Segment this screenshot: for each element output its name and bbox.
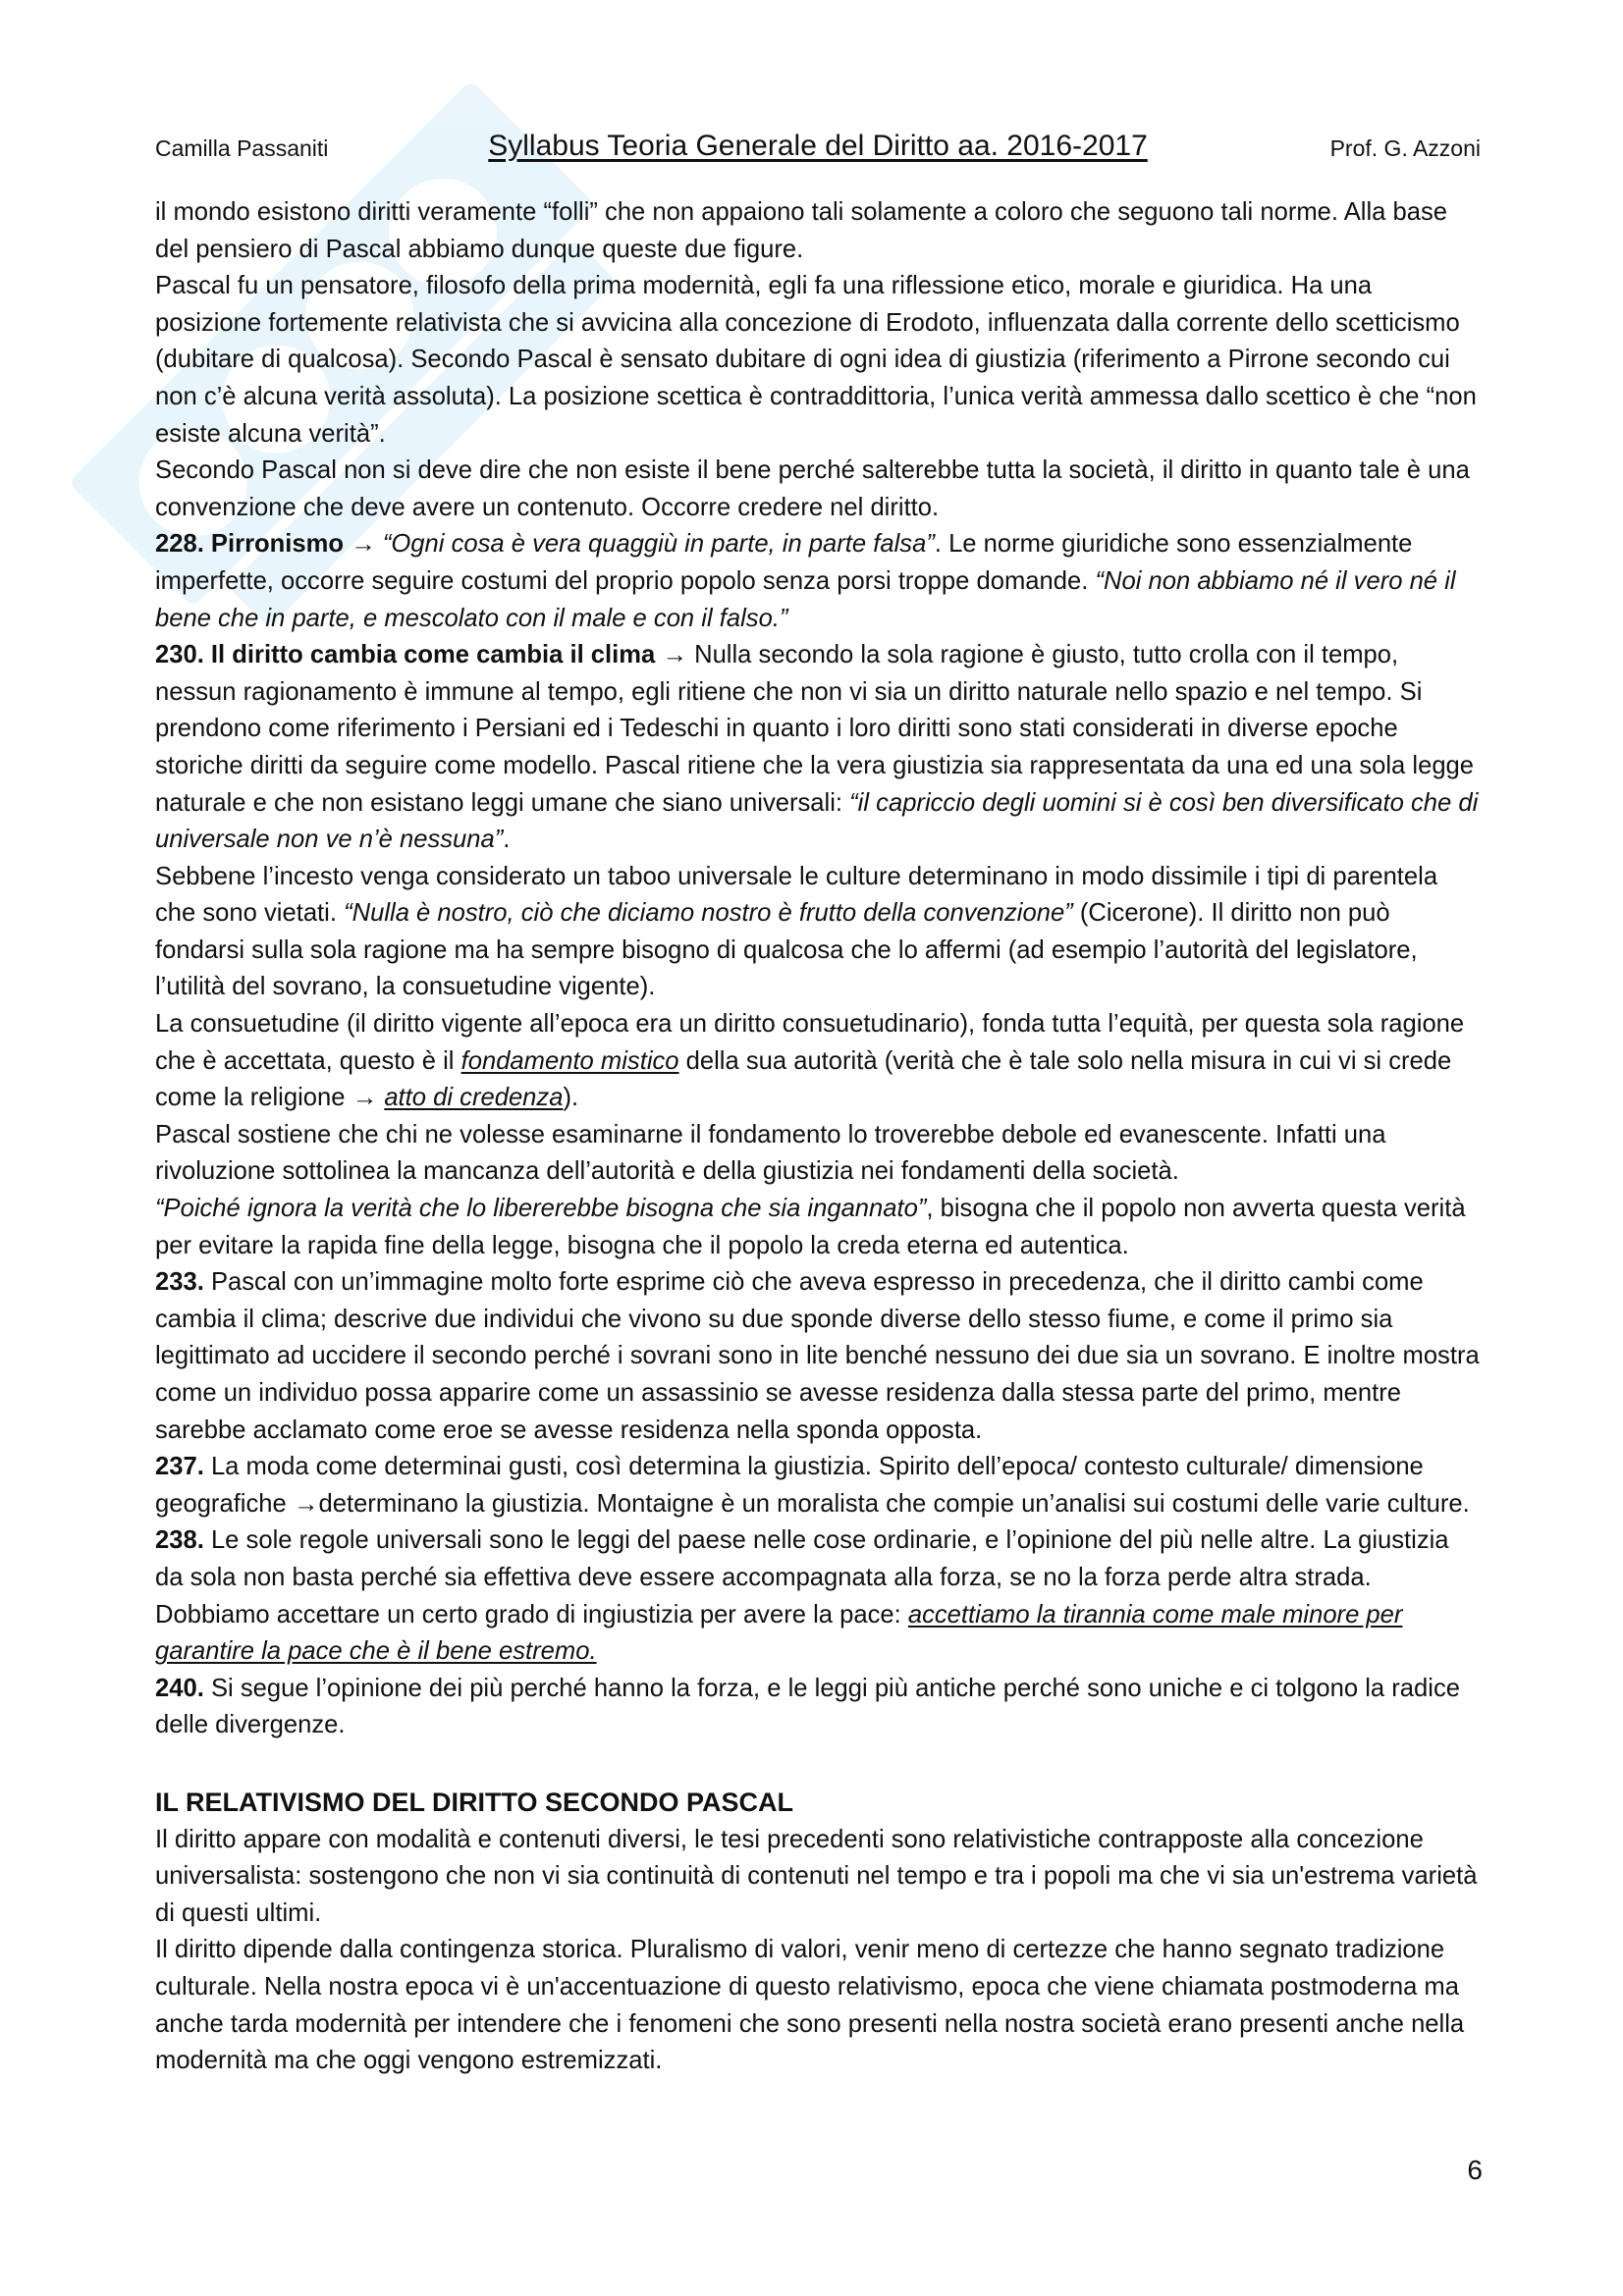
section-label: 238. bbox=[155, 1526, 204, 1555]
arrow-icon: → bbox=[293, 1489, 319, 1518]
header-title: Syllabus Teoria Generale del Diritto aa. 2016-2017 bbox=[488, 130, 1148, 162]
emphasis: fondamento mistico bbox=[460, 1046, 679, 1075]
section-label: 237. bbox=[155, 1453, 204, 1481]
section-text: Le sole regole universali sono le leggi del paese nelle cose ordinarie, e l’opinione del più nelle altre. La giustizia da sola non basta perché sia effettiva deve essere accompagnata alla forza, se no la forza perde altra strada. Dobbiamo accettare un certo grado di ingiustizia per avere la pace: bbox=[155, 1526, 1449, 1629]
quote: “Ogni cosa è vera quaggiù in parte, in parte falsa” bbox=[382, 530, 935, 559]
paragraph-ingannato bbox=[155, 1191, 1483, 1264]
paragraph-text: Sebbene l’incesto venga considerato un taboo universale le culture determinano in modo dissimile i tipi di parentela che sono vietati. bbox=[155, 862, 1438, 928]
section-text: Nulla secondo la sola ragione è giusto, tutto crolla con il tempo, nessun ragionamento è immune al tempo, egli ritiene che non vi sia un diritto naturale nello spazio e nel tempo. Si prendono come riferimento i Persiani ed i Tedeschi in quanto i loro diritti sono stati considerati in diverse epoche storiche diritti da seguire come modello. Pascal ritiene che la vera giustizia sia rappresentata da una ed una sola legge naturale e che non esistano leggi umane che siano universali: bbox=[155, 641, 1475, 817]
section-237 bbox=[155, 1449, 1483, 1522]
paragraph-incesto bbox=[155, 859, 1483, 1006]
paragraph-text: La consuetudine (il diritto vigente all’epoca era un diritto consuetudinario), fonda tutta l’equità, per questa sola ragione che è accettata, questo è il bbox=[155, 1010, 1465, 1075]
section-text: Pascal con un’immagine molto forte esprime ciò che aveva espresso in precedenza, che il diritto cambi come cambia il clima; descrive due individui che vivono su due sponde diverse dello stesso fiume, e come il primo sia legittimato ad uccidere il secondo perché i sovrani sono in lite benché nessuno dei due sia un sovrano. E inoltre mostra come un individuo possa apparire come un assassinio se avesse residenza dalla stessa parte del primo, mentre sarebbe acclamato come eroe se avesse residenza nella sponda opposta. bbox=[155, 1268, 1480, 1444]
document-body bbox=[155, 194, 1483, 2080]
section-240 bbox=[155, 1671, 1483, 1744]
section-text: Si segue l’opinione dei più perché hanno la forza, e le leggi più antiche perché sono uniche e ci tolgono la radice delle divergenze. bbox=[155, 1674, 1460, 1739]
paragraph: Pascal sostiene che chi ne volesse esaminarne il fondamento lo troverebbe debole ed evanescente. Infatti una rivoluzione sottolinea la mancanza dell’autorità e della giustizia nei fondamenti della società. bbox=[155, 1120, 1386, 1186]
page-header bbox=[155, 130, 1481, 169]
section-label: 233. bbox=[155, 1268, 204, 1297]
section-233 bbox=[155, 1264, 1483, 1449]
arrow-icon: → bbox=[351, 530, 376, 559]
section-230 bbox=[155, 637, 1483, 859]
section-heading: IL RELATIVISMO DEL DIRITTO SECONDO PASCAL bbox=[155, 1787, 794, 1817]
emphasis: atto di credenza bbox=[384, 1084, 564, 1112]
punctuation: ). bbox=[563, 1084, 579, 1112]
paragraph-text: (Cicerone). Il diritto non può fondarsi sulla sola ragione ma ha sempre bisogno di qualcosa che lo affermi (ad esempio l’autorità del legislatore, l’utilità del sovrano, la consuetudine vigente). bbox=[155, 899, 1418, 1001]
section-text: . Le norme giuridiche sono essenzialmente imperfette, occorre seguire costumi del proprio popolo senza porsi troppe domande. bbox=[155, 530, 1413, 595]
arrow-icon: → bbox=[352, 1084, 378, 1112]
paragraph-consuetudine bbox=[155, 1006, 1483, 1117]
paragraph-text: , bisogna che il popolo non avverta questa verità per evitare la rapida fine della legge, bisogna che il popolo la creda eterna ed autentica. bbox=[155, 1195, 1466, 1259]
paragraph-text: della sua autorità (verità che è tale solo nella misura in cui vi si crede come la religione bbox=[155, 1046, 1452, 1112]
section-label: 240. bbox=[155, 1674, 204, 1702]
quote: “il capriccio degli uomini si è così ben diversificato che di universale non ve n’è nessuna” bbox=[155, 788, 1479, 854]
paragraph: Il diritto appare con modalità e contenuti diversi, le tesi precedenti sono relativistiche contrapposte alla concezione universalista: sostengono che non vi sia continuità di contenuti nel tempo e tra i popoli ma che vi sia un'estrema varietà di questi ultimi. bbox=[155, 1825, 1478, 1927]
emphasis: accettiamo la tirannia come male minore per garantire la pace che è il bene estremo. bbox=[155, 1600, 1403, 1666]
section-text: La moda come determinai gusti, così determina la giustizia. Spirito dell’epoca/ contesto culturale/ dimensione geografiche bbox=[155, 1453, 1424, 1518]
header-author: Camilla Passaniti bbox=[155, 135, 329, 161]
section-238 bbox=[155, 1522, 1483, 1670]
punctuation: . bbox=[503, 826, 511, 854]
arrow-icon: → bbox=[662, 641, 687, 669]
section-text: determinano la giustizia. Montaigne è un moralista che compie un’analisi sui costumi delle varie culture. bbox=[318, 1489, 1470, 1518]
paragraph: il mondo esistono diritti veramente “folli” che non appaiono tali solamente a coloro che seguono tali norme. Alla base del pensiero di Pascal abbiamo dunque queste due figure. bbox=[155, 198, 1447, 263]
page-number: 6 bbox=[1467, 2155, 1483, 2185]
section-228 bbox=[155, 526, 1483, 637]
paragraph: Il diritto dipende dalla contingenza storica. Pluralismo di valori, venir meno di certezze che hanno segnato tradizione culturale. Nella nostra epoca vi è un'accentuazione di questo relativismo, epoca che viene chiamata postmoderna ma anche tarda modernità per intendere che i fenomeni che sono presenti nella nostra società erano presenti anche nella modernità ma che oggi vengono estremizzati. bbox=[155, 1936, 1465, 2075]
paragraph: Secondo Pascal non si deve dire che non esiste il bene perché salterebbe tutta la società, il diritto in quanto tale è una convenzione che deve avere un contenuto. Occorre credere nel diritto. bbox=[155, 456, 1470, 521]
quote: “Nulla è nostro, ciò che diciamo nostro è frutto della convenzione” bbox=[344, 899, 1073, 928]
section-label: 228. Pirronismo bbox=[155, 530, 345, 559]
quote: “Noi non abbiamo né il vero né il bene che in parte, e mescolato con il male e con il falso.” bbox=[155, 566, 1456, 632]
section-label: 230. Il diritto cambia come cambia il clima bbox=[155, 641, 656, 669]
quote: “Poiché ignora la verità che lo libererebbe bisogna che sia ingannato” bbox=[155, 1195, 927, 1223]
header-professor: Prof. G. Azzoni bbox=[1329, 135, 1481, 161]
paragraph: Pascal fu un pensatore, filosofo della prima modernità, egli fa una riflessione etico, morale e giuridica. Ha una posizione fortemente relativista che si avvicina alla concezione di Erodoto, influenzata dalla corrente dello scetticismo (dubitare di qualcosa). Secondo Pascal è sensato dubitare di ogni idea di giustizia (riferimento a Pirrone secondo cui non c’è alcuna verità assoluta). La posizione scettica è contraddittoria, l’unica verità ammessa dallo scettico è che “non esiste alcuna verità”. bbox=[155, 272, 1477, 448]
